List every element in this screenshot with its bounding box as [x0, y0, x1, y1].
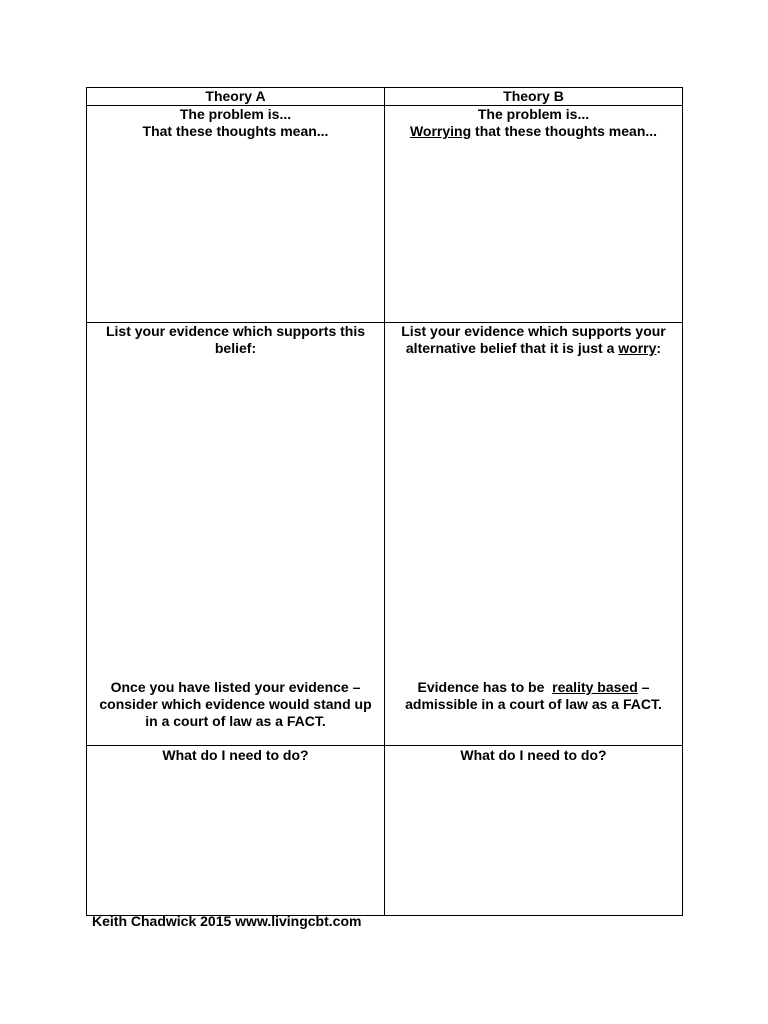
theory-a-problem-prompt: That these thoughts mean... [142, 123, 329, 139]
theory-b-problem-title: The problem is... [477, 106, 590, 122]
footer-credit: Keith Chadwick 2015 www.livingcbt.com [92, 913, 362, 929]
theory-b-evidence-prompt-start: List your evidence which supports your alternative belief that it is just a [401, 323, 666, 356]
theory-a-evidence-note: Once you have listed your evidence – consider which evidence would stand up in a court of law as a FACT. [99, 679, 372, 729]
theory-b-problem-cell[interactable] [385, 106, 683, 323]
theory-b-note-end: – admissible in a court of law as a FACT. [405, 679, 662, 712]
theory-a-header: Theory A [87, 88, 385, 106]
theory-b-evidence-note [391, 679, 676, 713]
theory-a-problem-cell[interactable] [87, 106, 385, 323]
theory-b-evidence-cell[interactable] [385, 323, 683, 746]
theory-b-note-start: Evidence has to be [417, 679, 553, 695]
header-row [87, 88, 683, 106]
theory-a-evidence-cell[interactable] [87, 323, 385, 746]
theory-b-header: Theory B [385, 88, 683, 106]
evidence-row [87, 323, 683, 746]
theory-b-todo-prompt: What do I need to do? [460, 747, 607, 763]
theory-b-evidence-prompt [391, 323, 676, 357]
problem-row [87, 106, 683, 323]
worry-underlined: worry [618, 340, 657, 356]
todo-row [87, 746, 683, 916]
reality-based-underlined: reality based [552, 679, 638, 695]
theory-a-evidence-prompt: List your evidence which supports this belief: [105, 323, 366, 356]
theory-a-problem-title: The problem is... [179, 106, 292, 122]
theory-a-todo-cell[interactable] [87, 746, 385, 916]
theory-a-todo-prompt: What do I need to do? [162, 747, 309, 763]
theory-b-todo-cell[interactable] [385, 746, 683, 916]
worrying-underlined: Worrying [409, 123, 472, 139]
theory-b-problem-prompt [391, 123, 676, 140]
theory-b-evidence-prompt-end: : [656, 340, 662, 356]
theory-a-b-worksheet [86, 87, 683, 916]
theory-b-problem-rest: that these thoughts mean... [471, 123, 658, 139]
